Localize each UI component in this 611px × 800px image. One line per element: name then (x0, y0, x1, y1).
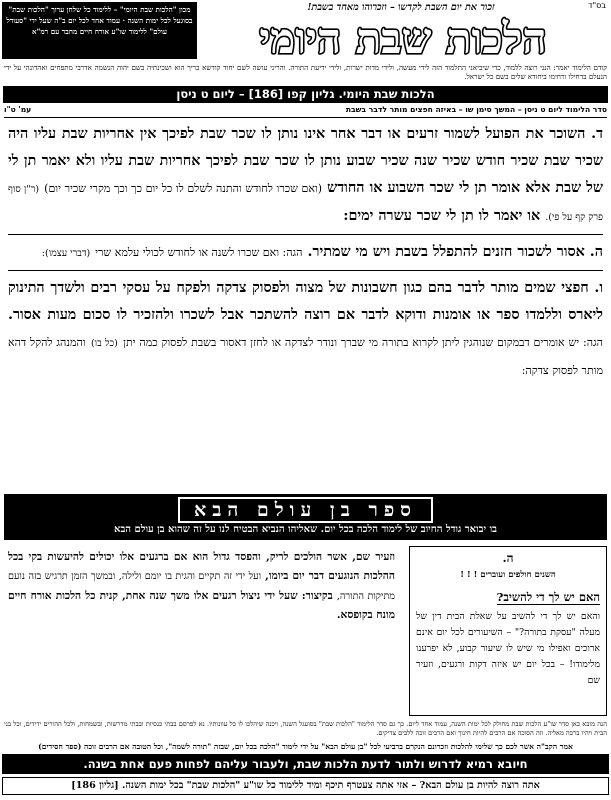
study-order-bar (4, 105, 607, 118)
question-heading: האם יש לך די להשיב? (496, 590, 600, 604)
paragraph-paren: (ואם שכרו לחודש והתנה לשלם לו כל יום כך וכך מקרי שכיר יום) (44, 182, 323, 195)
bsd-mark: בס"ד (588, 1, 606, 10)
footer-black-bar: חיובא רמיא לדרוש ולתור לדעת הלכות שבת, ולעבור עליהם לפחות פעם אחת בשנה. (2, 754, 609, 774)
paragraph-text: חפצי שמים מותר לדבר בהם כגון חשבונות של מצוה ולפסוק צדקה ולפקח על עסקי רבים ולשדך התינוק ליארס וללמדו ספר או אומנות ודוקא לדבר אם רוצה להשתכר אבל לשכרו ולהזכיר לו סכום מעות אסור. (8, 280, 603, 323)
column-text-small: ועל ידי זה תקיים והגית בו יומם ולילה, ובמשך הזמן תרגיש בזה נועם מתיקות התורה, (8, 570, 395, 602)
masthead-title: הלכות שבת היומי (259, 14, 547, 60)
hagah-note: הגה: יש אומרים דבמקום שנוהגין ליתן לקרוא בתורה מי שברך ונודר לצדקה או לחזן דאסור בשבת לפסוק כמה יתן (123, 336, 603, 349)
paragraph-end: והמנהג להקל דהא מותר לפסוק צדקה: (8, 336, 603, 377)
page-ref: עמ' ט"ו (4, 105, 32, 114)
paragraph-4 (8, 121, 603, 231)
left-column (4, 546, 399, 716)
study-order-text: סדר הלימוד ליום ט ניסן – המשך סימן שו – באיזה חפצים מותר לדבר בשבת (345, 105, 607, 114)
hagah-note: הגה: ואם שכרו לשנה או לחודש לכולי עלמא שרי (95, 246, 303, 259)
paragraph-number: ד. (591, 126, 603, 142)
column-text: והאם יש לך די להשיב על שאלת הבית דין של מעלה "עסקת בתורה?" – השיעורים לכל יום אינם ארוכים ואפילו מי שיש לו שיעור קבוע, לא יפרענו מלימודו! – בכל יום יש איזה דקות ורגעים, וזעיר שם (416, 611, 600, 686)
paragraph-6 (8, 275, 603, 384)
divider (8, 234, 603, 235)
paragraph-number: ה. (589, 244, 603, 260)
banner-title: ספר בן עולם הבא (178, 497, 433, 523)
paragraph-text: אסור לשכור חזנים להתפלל בשבת ויש מי שמתיר. (307, 244, 585, 260)
header (2, 2, 609, 62)
column-text-2: בקיצור: שעל ידי ניצול רגעים אלו משך שנה אחת, קנית כל הלכות אורח חיים מונח בקופסא. (8, 589, 395, 622)
source-ref: (ר"ן סוף פרק קף על פי). (8, 184, 603, 223)
main-text (8, 121, 603, 384)
paragraph-5 (8, 239, 603, 267)
section-subheading: השנים חולפים ועוברים ! ! ! (460, 570, 556, 580)
banner-subtitle: בו יבואר גודל החיוב של לימוד הלכה בכל יום. שאליהו הנביא הבטיח לנו על זה שהוא בן עולם הבא (114, 524, 497, 535)
footer-note: הנה מובא כאן סדר שו"ע הלכות שבת מחולק לכל ימות השנה, עמוד אחד ליום. כך גם סדר הלימוד "הלכות שבת" בסועגל השנה, ויכנה שיהלכו לו כל עוונותיו. נא לפרסם בבתי כנסיות ובבתי מדרשות, ובשמחות, ולכל ההורים ידידים, וכל בני הבית ויהיו ברכה מאליה. וזה הסוכה אם הרבים להיות חינוך ואם הרבים זוכה ללבים צדיקים. (4, 720, 607, 737)
book-banner (4, 494, 607, 540)
column-text: וזעיר שם, אשר הולכים לריק, והפסד גדול הוא אם ברגעים אלו יכולים להיעשות בקי בכל ההלכות הנוגעים דבר יום ביומו, (8, 551, 395, 582)
divider (8, 270, 603, 271)
source-ref: (דברי עצמו): (41, 248, 91, 259)
date-bar: הלכות שבת היומי. גליון קפו [186] – ליום ט ניסן (3, 86, 608, 103)
paragraph-end: או יאמר לו תן לי שכר עשרה ימים: (343, 208, 541, 224)
masthead-logo (197, 14, 609, 60)
tagline: זכור את יום השבת לקדשו – וזכרוהו מאחד בשבת! (307, 2, 495, 13)
footer-line-2: אמר הקב"ה אשר לכם כך שלימי להלכות וזכרונם הנקרם ברביעי לכל "בן עולם הבא" על ידי לימוד "הלכה בכל יום, שבזה "תורה לשמה", וכל הטובה אם הרבים זוכה (ספר חסידים) (38, 742, 573, 751)
paragraph-text: השוכר את הפועל לשמור זרעים או דבר אחר אינו נותן לו שכר שבת לפיכך אין אחריות שבת עליו היה שכיר שבת שכיר חודש שכיר שנה שכיר שבוע נותן לו שכר שבת לפיכך אחריות שבת עליו ולא יאמר תן לי של שבת אלא אומר תן לי שכר השבוע או החודש (8, 126, 603, 196)
bottom-columns (4, 546, 607, 716)
institute-box: מכון "הלכות שבת היומי" – ללימוד כל שלחן ערוך "הלכות שבת" בסוגעל לכל ימות השנה · עמוד אחד לכל יום ב"ה שעל ידי "סעודל עולם" ללימוד שו"ע אורח חיים מחבר עם רמ"א (2, 2, 197, 59)
section-heading: ה. (502, 551, 514, 565)
paragraph-number: ו. (594, 280, 603, 296)
right-column-box (409, 546, 607, 716)
intro-prayer: קודם הלימוד יאמר: הנני רוצה ללמוד, כדי שיביאני התלמוד הזה לידי מעשה, ולידי מדות ישרות, ולידי ידיעת התורה. והריני עושה לשם יחוד קודשא בריך הוא ושכינתיה בשם יהוה הנשמה אדרבי מתפחים ואהדונהי על ידי הנעלם בדחילו ורחימו ביחודא שלים בשם כל ישראל. (4, 63, 607, 82)
footer-box: אתה רוצה להיות בן עולם הבא? – אזי אתה צעטרף תיכף ומיד ללימוד כל שו"ע "הלכות שבת" בכל ימות השנה. [גליון 186] (2, 777, 609, 795)
source-ref: (כל בו) (90, 338, 118, 349)
